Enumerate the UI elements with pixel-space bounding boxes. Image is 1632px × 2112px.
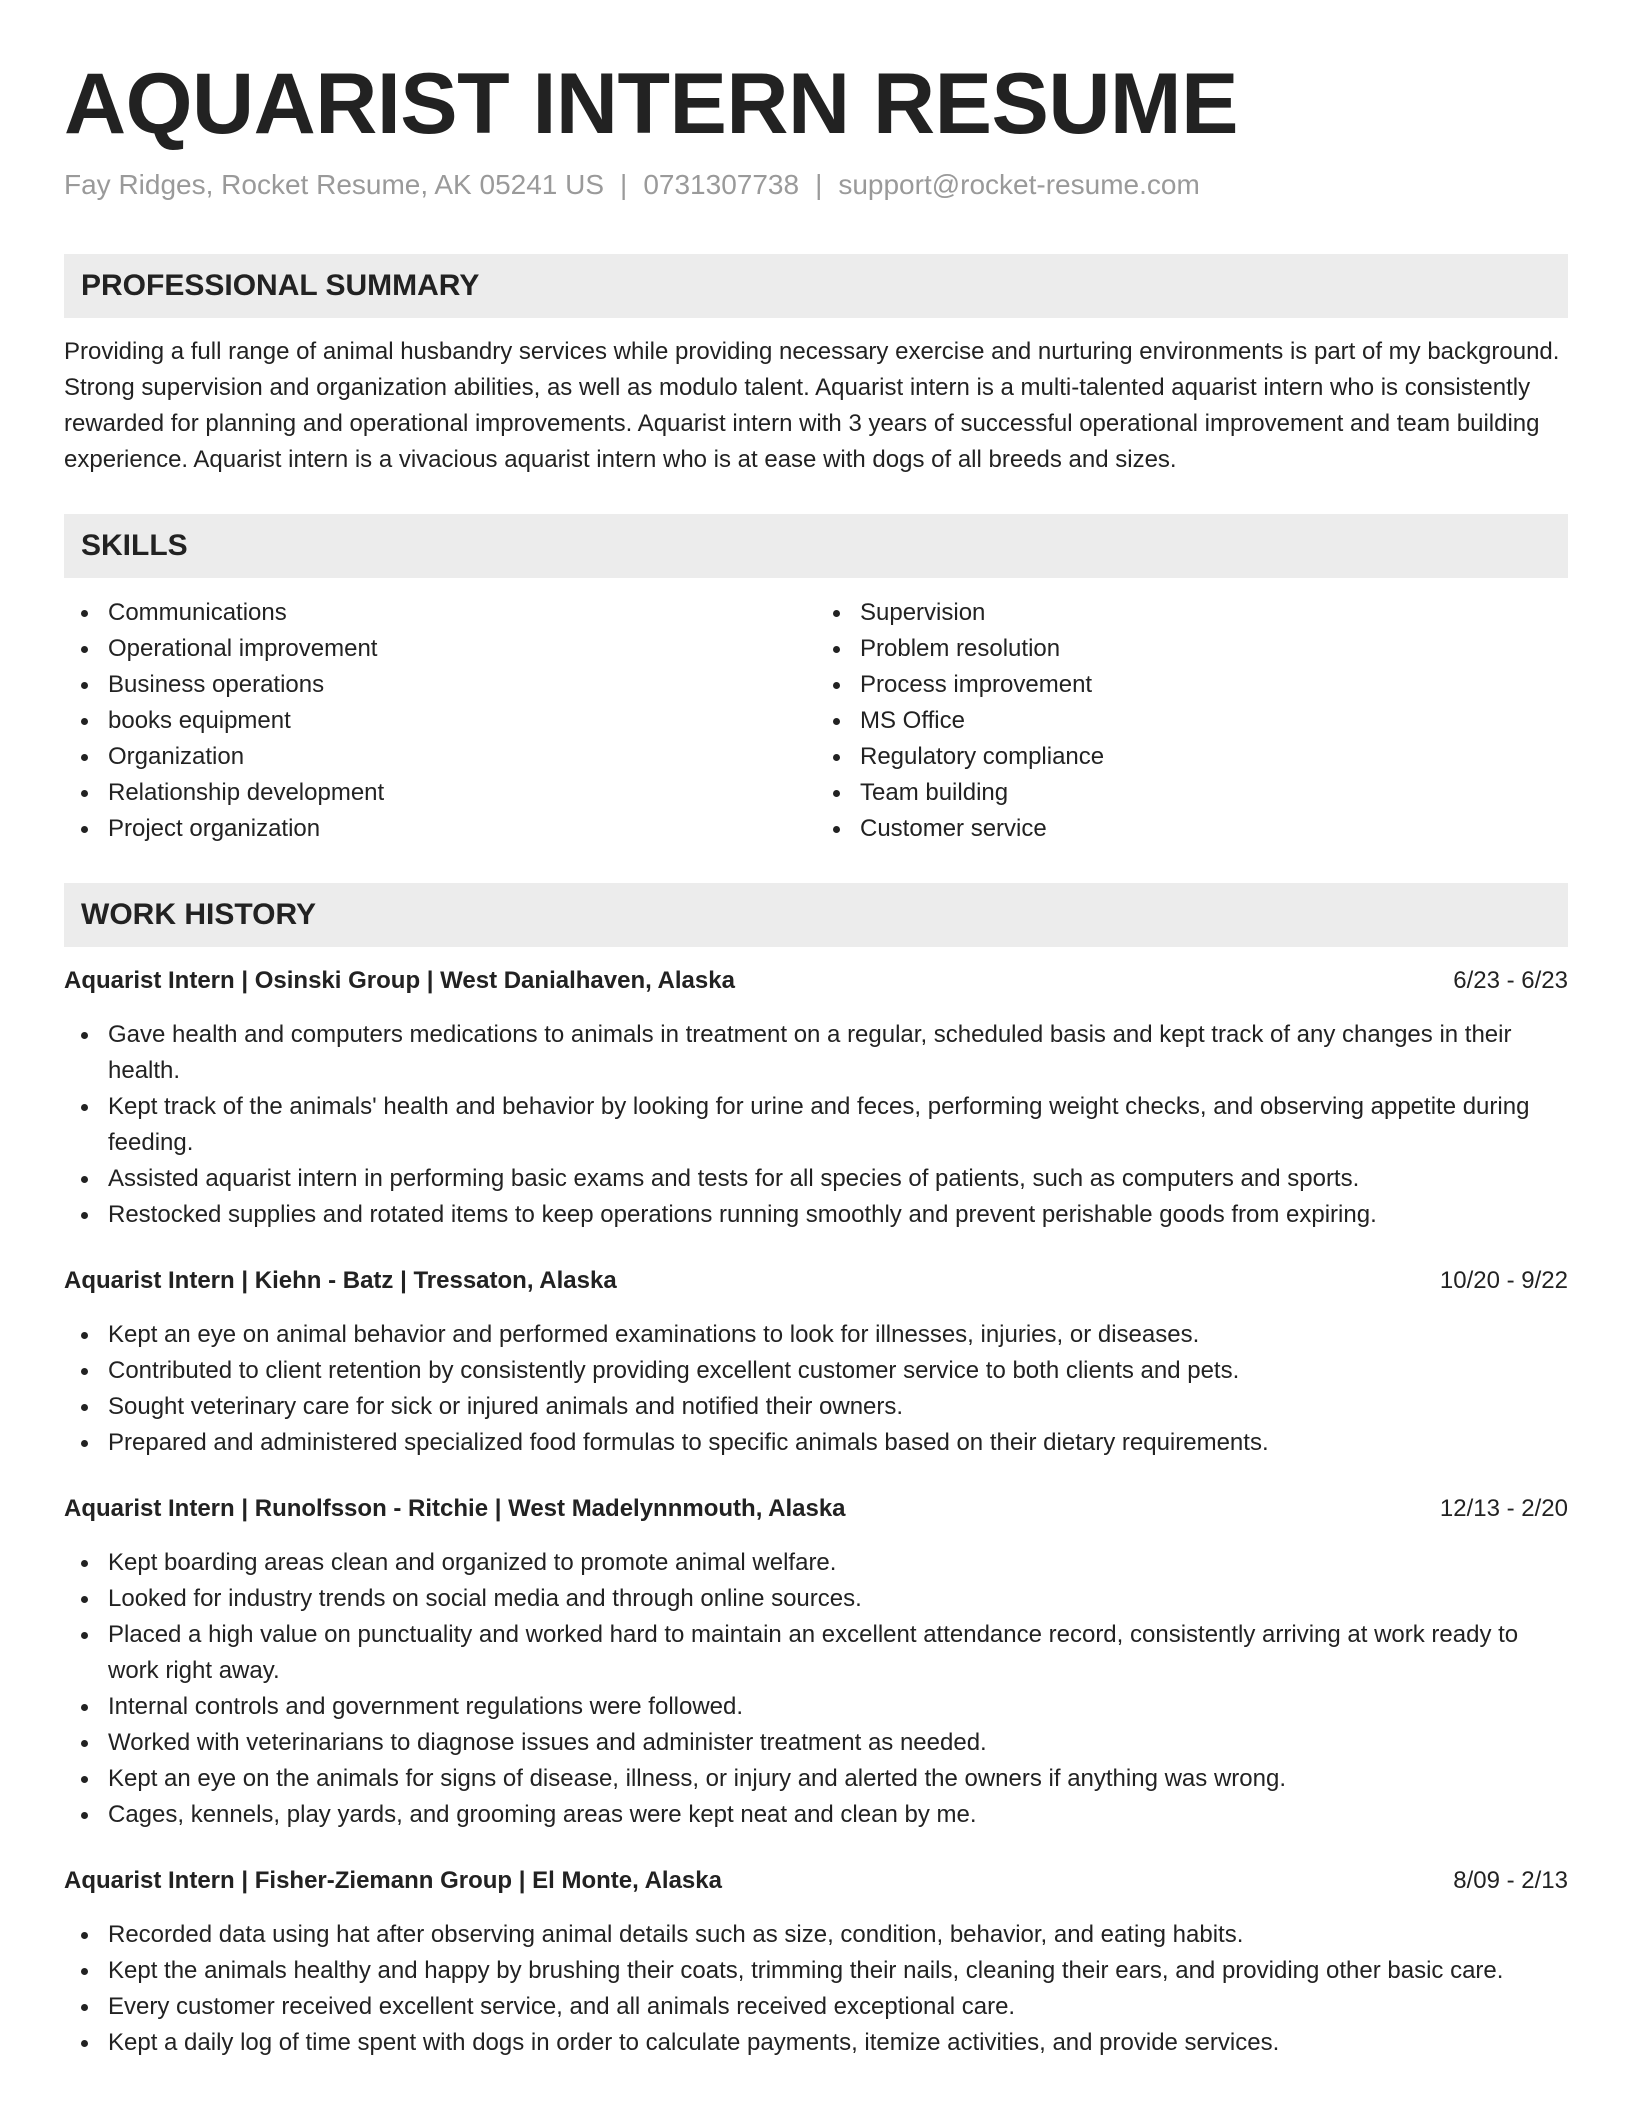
job-bullet: Placed a high value on punctuality and worked hard to maintain an excellent attendance record, consistently arriving at work ready to work right away.	[64, 1617, 1568, 1689]
skill-item: Supervision	[816, 595, 1568, 631]
contact-separator: |	[815, 169, 823, 200]
job-entry	[64, 1263, 1568, 1461]
job-title: Aquarist Intern | Kiehn - Batz | Tressaton, Alaska	[64, 1267, 617, 1294]
summary-text: Providing a full range of animal husbandry services while providing necessary exercise and nurturing environments is part of my background. Strong supervision and organization abilities, as well as modulo talent. Aquarist intern is a multi-talented aquarist intern who is consistently rewarded for planning and operational improvements. Aquarist intern with 3 years of successful operational improvement and team building experience. Aquarist intern is a vivacious aquarist intern who is at ease with dogs of all breeds and sizes.	[64, 338, 1560, 473]
skill-item: Business operations	[64, 667, 816, 703]
job-bullet: Assisted aquarist intern in performing basic exams and tests for all species of patients, such as computers and sports.	[64, 1161, 1568, 1197]
job-entry	[64, 1863, 1568, 2061]
skill-item: Communications	[64, 595, 816, 631]
job-title: Aquarist Intern | Fisher-Ziemann Group | El Monte, Alaska	[64, 1867, 722, 1894]
job-entry	[64, 963, 1568, 1233]
job-bullets	[64, 1317, 1568, 1461]
skills-heading: SKILLS	[64, 514, 1568, 578]
skill-item: Project organization	[64, 811, 816, 847]
summary-heading: PROFESSIONAL SUMMARY	[64, 254, 1568, 318]
job-bullet: Gave health and computers medications to animals in treatment on a regular, scheduled basis and kept track of any changes in their health.	[64, 1017, 1568, 1089]
skill-item: Team building	[816, 775, 1568, 811]
skill-item: Regulatory compliance	[816, 739, 1568, 775]
skill-item: Process improvement	[816, 667, 1568, 703]
skills-column-left	[64, 595, 816, 847]
job-header	[64, 1491, 1568, 1527]
job-bullet: Worked with veterinarians to diagnose issues and administer treatment as needed.	[64, 1725, 1568, 1761]
skill-item: Relationship development	[64, 775, 816, 811]
job-bullet: Kept the animals healthy and happy by brushing their coats, trimming their nails, cleaning their ears, and providing other basic care.	[64, 1953, 1568, 1989]
job-bullet: Kept boarding areas clean and organized to promote animal welfare.	[64, 1545, 1568, 1581]
job-header	[64, 1863, 1568, 1899]
job-dates: 6/23 - 6/23	[1453, 967, 1568, 994]
job-bullet: Kept an eye on animal behavior and performed examinations to look for illnesses, injuries, or diseases.	[64, 1317, 1568, 1353]
job-bullet: Cages, kennels, play yards, and grooming areas were kept neat and clean by me.	[64, 1797, 1568, 1833]
contact-address: Fay Ridges, Rocket Resume, AK 05241 US	[64, 169, 605, 200]
job-header	[64, 1263, 1568, 1299]
contact-phone: 0731307738	[643, 169, 800, 200]
job-bullet: Kept track of the animals' health and behavior by looking for urine and feces, performing weight checks, and observing appetite during feeding.	[64, 1089, 1568, 1161]
job-bullet: Recorded data using hat after observing animal details such as size, condition, behavior, and eating habits.	[64, 1917, 1568, 1953]
job-bullet: Looked for industry trends on social media and through online sources.	[64, 1581, 1568, 1617]
job-dates: 10/20 - 9/22	[1439, 1267, 1568, 1294]
job-bullet: Every customer received excellent service, and all animals received exceptional care.	[64, 1989, 1568, 2025]
skill-item: Customer service	[816, 811, 1568, 847]
job-dates: 8/09 - 2/13	[1453, 1867, 1568, 1894]
job-bullet: Contributed to client retention by consistently providing excellent customer service to both clients and pets.	[64, 1353, 1568, 1389]
job-bullet: Restocked supplies and rotated items to keep operations running smoothly and prevent perishable goods from expiring.	[64, 1197, 1568, 1233]
job-entry	[64, 1491, 1568, 1833]
job-bullet: Internal controls and government regulations were followed.	[64, 1689, 1568, 1725]
job-bullet: Sought veterinary care for sick or injured animals and notified their owners.	[64, 1389, 1568, 1425]
resume-title: AQUARIST INTERN RESUME	[64, 56, 1238, 152]
job-bullets	[64, 1017, 1568, 1233]
job-bullet: Kept an eye on the animals for signs of disease, illness, or injury and alerted the owners if anything was wrong.	[64, 1761, 1568, 1797]
skill-item: Problem resolution	[816, 631, 1568, 667]
skills-list	[64, 595, 1568, 847]
skills-column-right	[816, 595, 1568, 847]
job-title: Aquarist Intern | Osinski Group | West Danialhaven, Alaska	[64, 967, 735, 994]
job-title: Aquarist Intern | Runolfsson - Ritchie | West Madelynnmouth, Alaska	[64, 1495, 846, 1522]
job-bullet: Prepared and administered specialized food formulas to specific animals based on their dietary requirements.	[64, 1425, 1568, 1461]
job-header	[64, 963, 1568, 999]
skill-item: books equipment	[64, 703, 816, 739]
job-bullets	[64, 1545, 1568, 1833]
job-dates: 12/13 - 2/20	[1439, 1495, 1568, 1522]
skill-item: MS Office	[816, 703, 1568, 739]
skill-item: Organization	[64, 739, 816, 775]
contact-separator: |	[620, 169, 628, 200]
work-history-heading: WORK HISTORY	[64, 883, 1568, 947]
skill-item: Operational improvement	[64, 631, 816, 667]
contact-email: support@rocket-resume.com	[838, 169, 1200, 200]
job-bullet: Kept a daily log of time spent with dogs in order to calculate payments, itemize activities, and provide services.	[64, 2025, 1568, 2061]
job-bullets	[64, 1917, 1568, 2061]
contact-line	[64, 168, 1568, 202]
